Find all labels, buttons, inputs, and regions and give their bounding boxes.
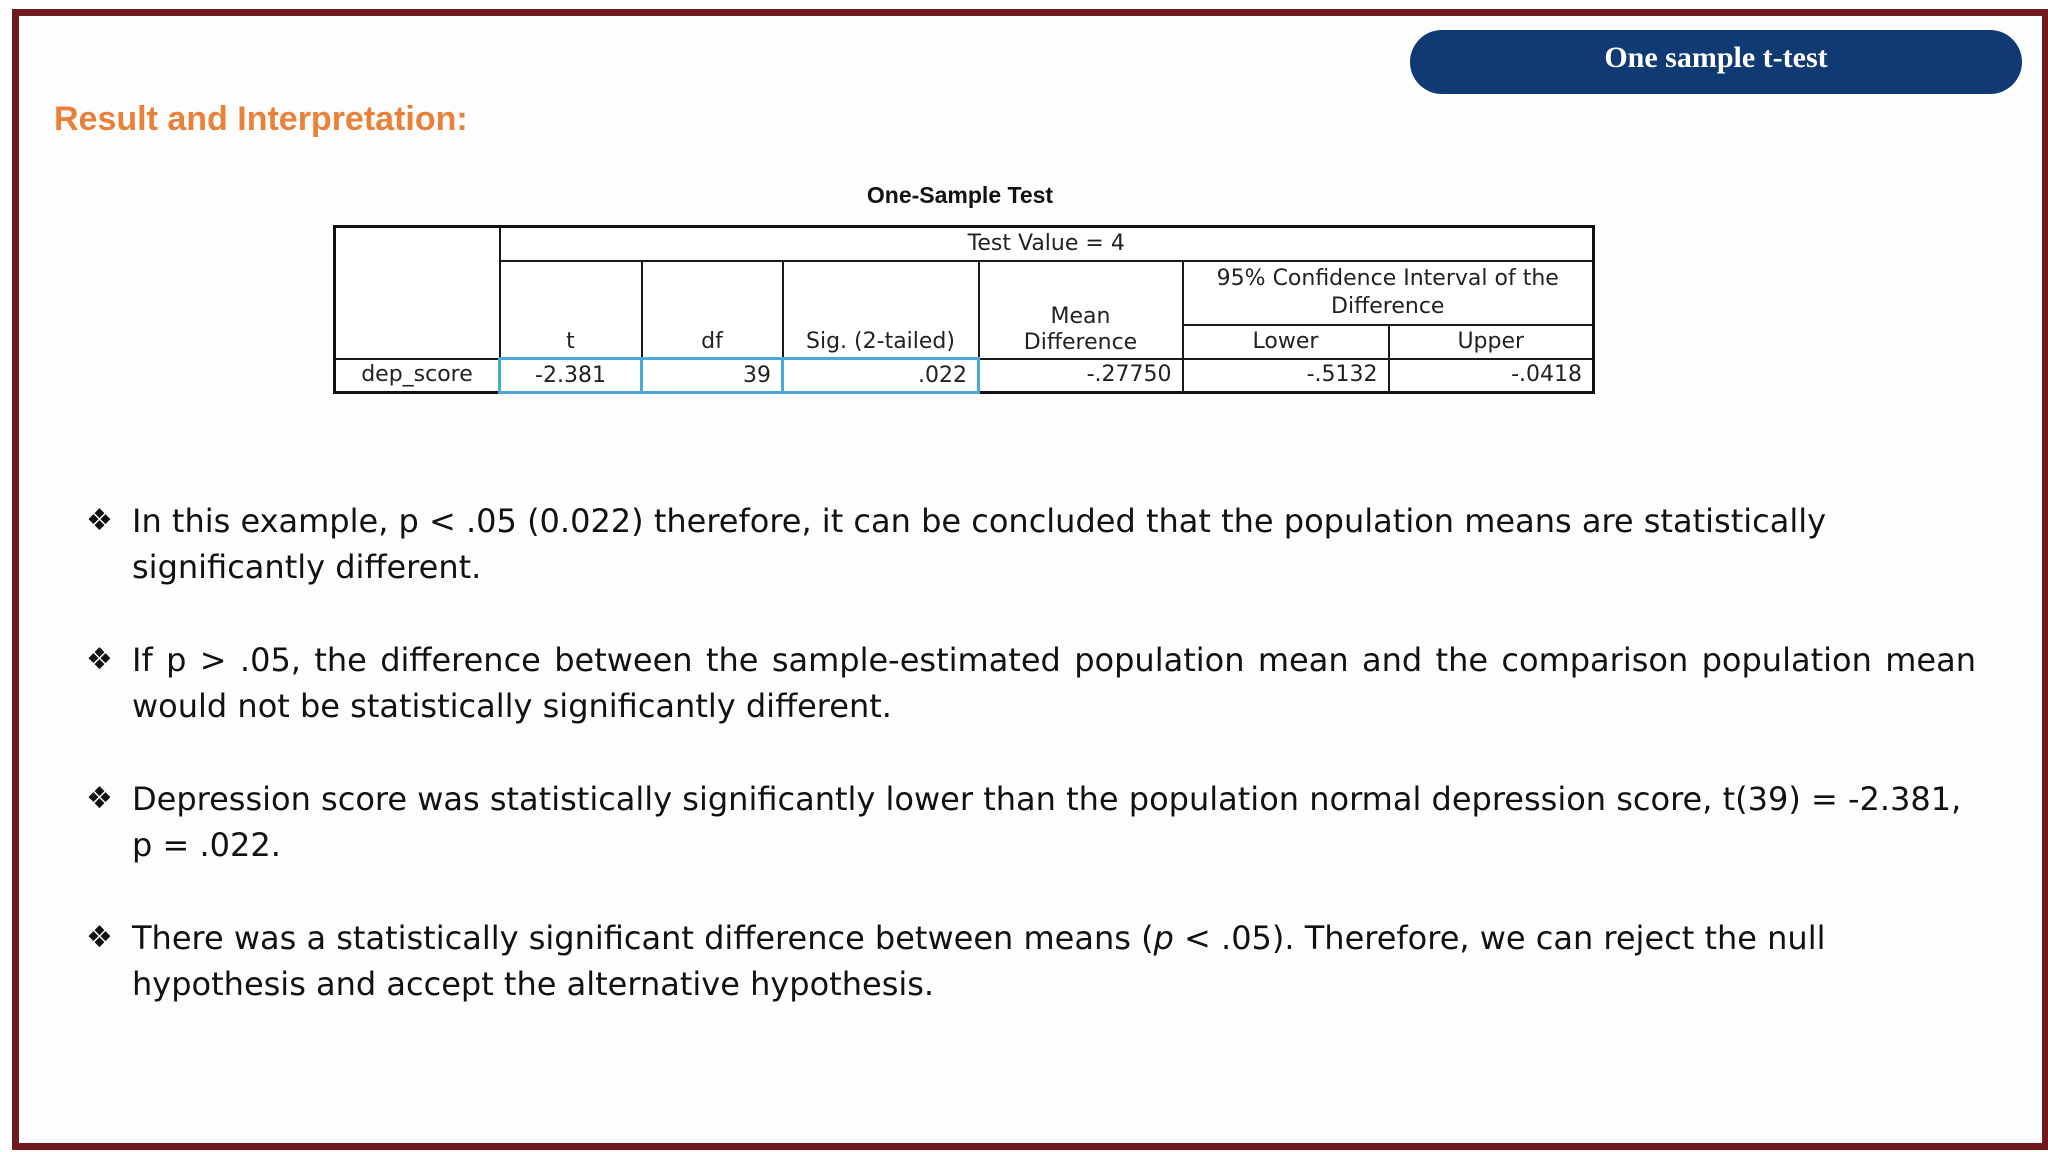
table-header-row-1 <box>335 227 1594 261</box>
list-item <box>86 637 1976 729</box>
col-header-mean-diff-line1: Mean <box>1050 303 1111 329</box>
col-header-ci <box>1183 261 1594 325</box>
cell-mean-diff: -.27750 <box>979 359 1183 393</box>
four-diamond-bullet-icon: ❖ <box>86 920 113 955</box>
list-item <box>86 776 1976 868</box>
list-item-text-part: There was a statistically significant difference between means ( <box>132 919 1154 957</box>
p-symbol: p <box>1153 919 1174 957</box>
table-row <box>335 359 1594 393</box>
cell-t: -2.381 <box>500 359 642 393</box>
table-caption: One-Sample Test <box>866 182 1054 208</box>
section-title: Result and Interpretation: <box>54 100 468 138</box>
col-header-mean-diff <box>979 261 1183 359</box>
cell-df: 39 <box>642 359 783 393</box>
col-header-lower: Lower <box>1183 325 1389 359</box>
col-header-ci-line1: 95% Confidence Interval of the <box>1216 265 1559 291</box>
list-item-text <box>132 915 1976 1007</box>
table-corner-cell <box>335 227 500 359</box>
col-header-df: df <box>642 261 783 359</box>
list-item-text: If p > .05, the difference between the sample-estimated population mean and the comparison population mean would not be statistically significantly different. <box>132 641 1976 725</box>
col-header-upper: Upper <box>1389 325 1594 359</box>
four-diamond-bullet-icon: ❖ <box>86 503 113 538</box>
interpretation-list <box>86 498 1976 1054</box>
col-header-t: t <box>500 261 642 359</box>
col-header-mean-diff-line2: Difference <box>1023 329 1138 355</box>
cell-sig: .022 <box>783 359 979 393</box>
list-item-text: Depression score was statistically significantly lower than the population normal depression score, t(39) = -2.381, p = .022. <box>132 780 1962 864</box>
list-item <box>86 498 1976 590</box>
list-item <box>86 915 1976 1007</box>
test-value-header: Test Value = 4 <box>500 227 1594 261</box>
list-item-text-part: < .05). Therefore, we can reject the null hypothesis and accept the alternative hypothesis. <box>132 919 1826 1003</box>
one-sample-test-table <box>333 225 1595 394</box>
topic-badge-label: One sample t-test <box>1604 41 1828 74</box>
four-diamond-bullet-icon: ❖ <box>86 642 113 677</box>
row-label: dep_score <box>335 359 500 393</box>
four-diamond-bullet-icon: ❖ <box>86 781 113 816</box>
col-header-ci-line2: Difference <box>1331 293 1445 319</box>
topic-badge <box>1410 30 2022 94</box>
table-header-row-2 <box>335 261 1594 325</box>
list-item-text: In this example, p < .05 (0.022) therefore, it can be concluded that the population means are statistically significantly different. <box>132 502 1827 586</box>
cell-lower: -.5132 <box>1183 359 1389 393</box>
cell-upper: -.0418 <box>1389 359 1594 393</box>
col-header-sig: Sig. (2-tailed) <box>783 261 979 359</box>
